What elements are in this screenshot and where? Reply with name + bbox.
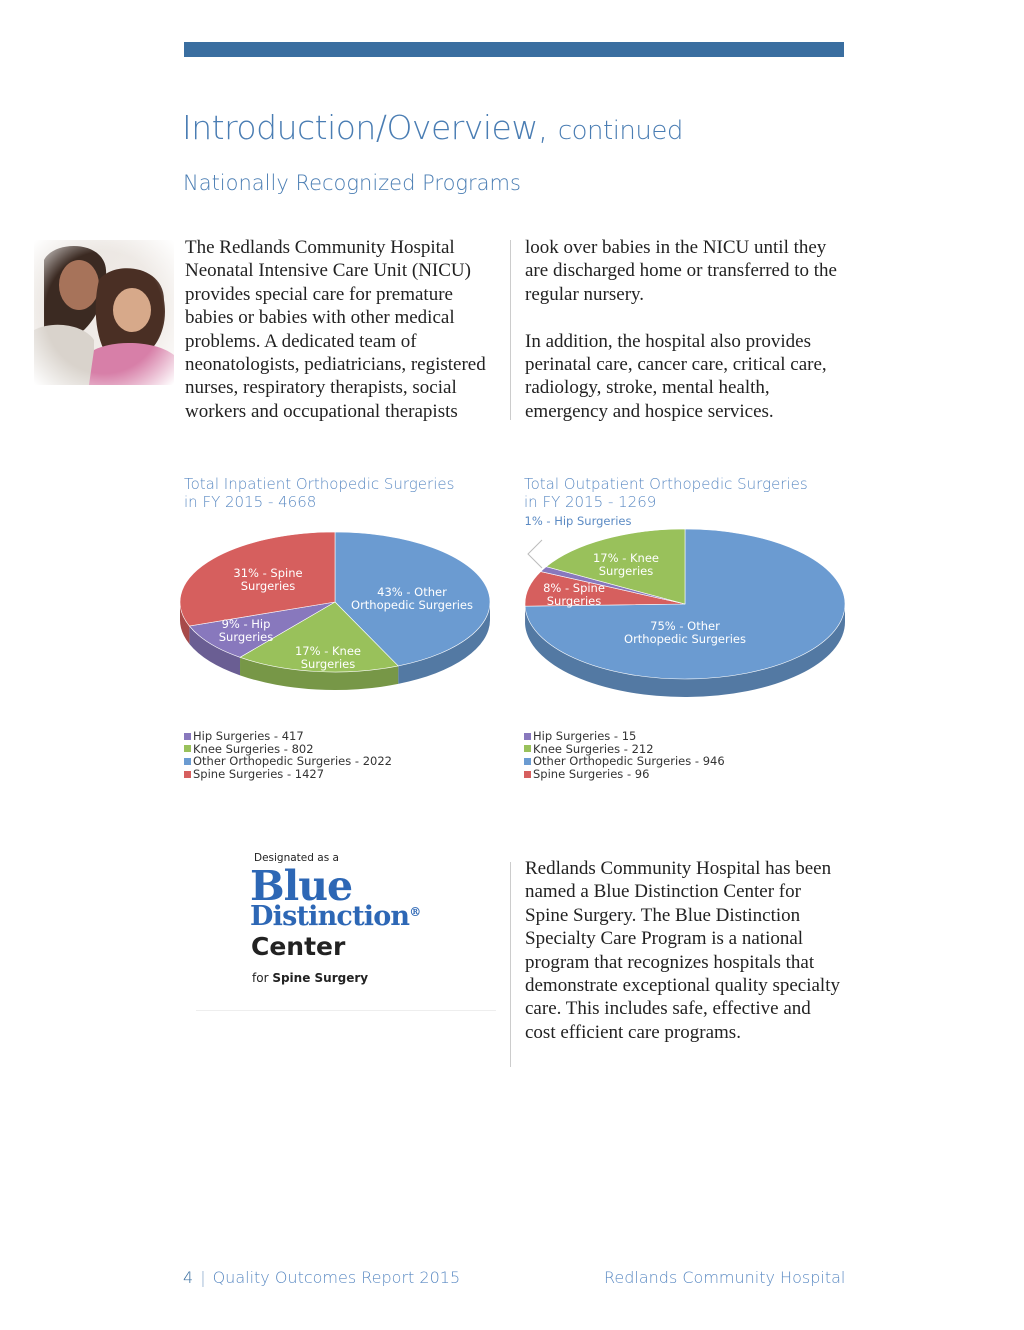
column-divider-lower (510, 862, 511, 1067)
nicu-paragraph-continued (525, 236, 845, 423)
nicu-paragraph: The Redlands Community Hospital Neonatal Intensive Care Unit (NICU) provides special care for premature babies or babies with other medical problems. A dedicated team of neonatologists, pediatricians, registered nurses, respiratory therapists, social workers and occupational therapists (185, 237, 486, 422)
badge-for-text: for (252, 971, 269, 985)
badge-registered-mark: ® (409, 905, 421, 919)
badge-for-line (252, 971, 368, 985)
legend-label: Hip Surgeries - 417 (193, 729, 304, 743)
badge-distinction-text: Distinction (250, 901, 410, 932)
legend-swatch (184, 745, 191, 752)
mother-daughter-photo (34, 240, 174, 385)
badge-distinction (250, 901, 420, 932)
pie-label-hip: 9% - Hip Surgeries (218, 617, 274, 644)
outpatient-title-line1: Total Outpatient Orthopedic Surgeries (524, 475, 808, 493)
inpatient-pie-chart (180, 520, 510, 730)
badge-center-text: Center (251, 932, 346, 961)
pie-label-other: 43% - Other Orthopedic Surgeries (351, 585, 473, 612)
inpatient-title-line2: in FY 2015 - 4668 (184, 493, 317, 511)
pie-label-hip: 1% - Hip Surgeries (524, 514, 632, 528)
legend-label: Other Orthopedic Surgeries - 2022 (193, 754, 392, 769)
page-number: 4 (183, 1268, 194, 1287)
legend-swatch (524, 733, 531, 740)
page-title: Introduction/Overview, continued (182, 108, 683, 147)
top-accent-bar (184, 42, 844, 57)
outpatient-legend (524, 730, 725, 780)
legend-item-hip (184, 730, 392, 743)
outpatient-pie-chart (520, 512, 850, 730)
legend-item-hip (524, 730, 725, 743)
legend-item-other (184, 755, 392, 768)
inpatient-chart-title (184, 475, 454, 511)
blue-distinction-logo (196, 848, 496, 1013)
inpatient-title-line1: Total Inpatient Orthopedic Surgeries (184, 475, 455, 493)
legend-swatch (184, 758, 191, 765)
outpatient-chart-title (524, 475, 808, 511)
footer-organization: Redlands Community Hospital (604, 1268, 846, 1287)
pie-label-knee: 17% - Knee Surgeries (294, 644, 362, 671)
legend-item-spine (524, 768, 725, 781)
inpatient-legend (184, 730, 392, 780)
legend-label: Knee Surgeries - 212 (533, 741, 654, 756)
badge-blue-text: Blue (250, 862, 353, 910)
services-text: In addition, the hospital also provides perinatal care, cancer care, critical care, radiology, stroke, mental health, emergency and hospice services. (525, 330, 827, 422)
legend-swatch (524, 745, 531, 752)
footer-separator: | (200, 1268, 206, 1287)
footer-left (183, 1268, 460, 1287)
legend-label: Spine Surgeries - 96 (533, 766, 650, 781)
legend-label: Other Orthopedic Surgeries - 946 (533, 754, 725, 769)
section-subtitle: Nationally Recognized Programs (183, 171, 521, 195)
legend-item-other (524, 755, 725, 768)
legend-swatch (524, 758, 531, 765)
pie-label-knee: 17% - Knee Surgeries (592, 551, 660, 578)
pie-label-spine: 31% - Spine Surgeries (233, 566, 303, 593)
hip-callout-line (528, 540, 542, 568)
legend-label: Spine Surgeries - 1427 (193, 766, 325, 781)
legend-swatch (524, 771, 531, 778)
legend-swatch (184, 733, 191, 740)
badge-underline (196, 1010, 496, 1011)
pie-label-other: 75% - Other Orthopedic Surgeries (624, 619, 746, 646)
outpatient-title-line2: in FY 2015 - 1269 (524, 493, 657, 511)
legend-label: Knee Surgeries - 802 (193, 741, 314, 756)
legend-label: Hip Surgeries - 15 (533, 729, 637, 743)
badge-designated-text: Designated as a (254, 852, 339, 864)
nicu-continued-text: look over babies in the NICU until they are discharged home or transferred to the regular nursery. (525, 237, 837, 305)
legend-item-spine (184, 768, 392, 781)
pie-label-spine: 8% - Spine Surgeries (543, 581, 605, 608)
legend-swatch (184, 771, 191, 778)
page-title-suffix: continued (557, 116, 683, 146)
badge-specialty-text: Spine Surgery (272, 971, 369, 985)
report-name: Quality Outcomes Report 2015 (212, 1268, 461, 1287)
blue-distinction-paragraph: Redlands Community Hospital has been named a Blue Distinction Center for Spine Surgery. The Blue Distinction Specialty Care Program is a national program that recognizes hospitals that demonstrate exceptional quality specialty care. This includes safe, effective and cost efficient care programs. (525, 858, 840, 1043)
column-divider (510, 240, 511, 420)
